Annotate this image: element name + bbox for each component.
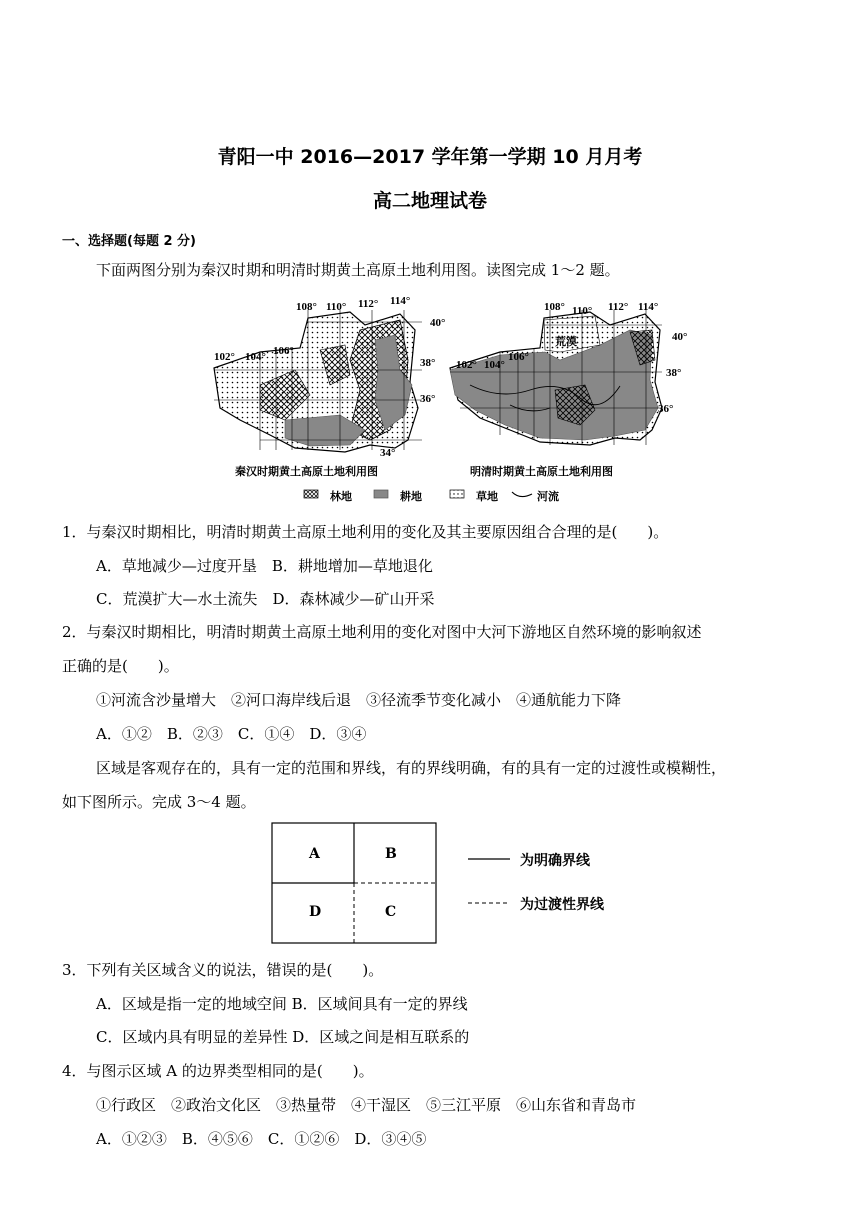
page-title: 青阳一中 2016—2017 学年第一学期 10 月月考 xyxy=(217,146,643,168)
lat-label: 36° xyxy=(420,393,436,405)
lon-label: 114° xyxy=(390,295,411,307)
question-2: 2．与秦汉时期相比，明清时期黄土高原土地利用的变化对图中大河下游地区自然环境的影响叙述 xyxy=(62,623,702,641)
page-subtitle: 高二地理试卷 xyxy=(372,190,487,212)
lon-label: 106° xyxy=(508,351,529,363)
region-c: C xyxy=(385,904,397,920)
question-3: 3．下列有关区域含义的说法，错误的是( )。 xyxy=(62,961,384,979)
lat-label: 34° xyxy=(380,447,396,459)
map-caption-right: 明清时期黄土高原土地利用图 xyxy=(470,465,613,478)
legend-grassland: 草地 xyxy=(476,490,498,503)
lon-label: 108° xyxy=(296,301,317,313)
mingqing-map xyxy=(450,301,687,445)
legend-dashed-label: 为过渡性界线 xyxy=(520,897,604,913)
forest-swatch xyxy=(304,490,318,498)
lat-label: 38° xyxy=(420,357,436,369)
grassland-swatch xyxy=(450,490,464,498)
q4-options: A．①②③ B．④⑤⑥ C．①②⑥ D．③④⑤ xyxy=(96,1130,427,1148)
q3-options-ab: A．区域是指一定的地域空间 B．区域间具有一定的界线 xyxy=(96,995,468,1013)
lon-label: 108° xyxy=(544,301,565,313)
region-b: B xyxy=(385,846,397,862)
lon-label: 110° xyxy=(326,301,347,313)
q4-items: ①行政区 ②政治文化区 ③热量带 ④干湿区 ⑤三江平原 ⑥山东省和青岛市 xyxy=(96,1096,637,1114)
farmland-swatch xyxy=(374,490,388,498)
lon-label: 112° xyxy=(608,301,629,313)
question-2-cont: 正确的是( )。 xyxy=(62,657,179,675)
lon-label: 102° xyxy=(214,351,235,363)
section-heading: 一、选择题(每题 2 分) xyxy=(62,234,196,249)
region-a: A xyxy=(309,846,320,862)
lat-label: 40° xyxy=(672,331,688,343)
intro-3-4-cont: 如下图所示。完成 3～4 题。 xyxy=(62,793,256,811)
lon-label: 112° xyxy=(358,298,379,310)
lon-label: 104° xyxy=(484,359,505,371)
lon-label: 114° xyxy=(638,301,659,313)
region-d: D xyxy=(309,904,322,920)
lat-label: 36° xyxy=(658,403,674,415)
legend-river: 河流 xyxy=(537,490,559,503)
legend-forest: 林地 xyxy=(330,490,352,503)
lat-label: 38° xyxy=(666,367,682,379)
question-4: 4．与图示区域 A 的边界类型相同的是( )。 xyxy=(62,1062,374,1080)
lon-label: 106° xyxy=(273,345,294,357)
map-region-label: 荒漠 xyxy=(555,336,577,348)
q3-options-cd: C．区域内具有明显的差异性 D．区域之间是相互联系的 xyxy=(96,1028,470,1046)
q2-options: A．①② B．②③ C．①④ D．③④ xyxy=(96,725,367,743)
qinhan-map xyxy=(214,295,445,459)
lat-label: 40° xyxy=(430,317,446,329)
region-diagram xyxy=(270,820,640,948)
q2-items: ①河流含沙量增大 ②河口海岸线后退 ③径流季节变化减小 ④通航能力下降 xyxy=(96,691,622,709)
q1-options-cd: C．荒漠扩大—水土流失 D．森林减少—矿山开采 xyxy=(96,590,435,608)
lon-label: 104° xyxy=(245,351,266,363)
map-caption-left: 秦汉时期黄土高原土地利用图 xyxy=(235,465,378,478)
lon-label: 110° xyxy=(572,305,593,317)
question-1: 1．与秦汉时期相比，明清时期黄土高原土地利用的变化及其主要原因组合合理的是( )。 xyxy=(62,523,669,541)
legend-farmland: 耕地 xyxy=(400,490,422,503)
lon-label: 102° xyxy=(456,359,477,371)
intro-3-4: 区域是客观存在的，具有一定的范围和界线，有的界线明确，有的具有一定的过渡性或模糊性， xyxy=(96,759,727,777)
legend-solid-label: 为明确界线 xyxy=(520,853,590,869)
q1-options-ab: A．草地减少—过度开垦 B．耕地增加—草地退化 xyxy=(96,557,433,575)
river-swatch xyxy=(512,492,532,497)
intro-text: 下面两图分别为秦汉时期和明清时期黄土高原土地利用图。读图完成 1～2 题。 xyxy=(96,261,620,279)
